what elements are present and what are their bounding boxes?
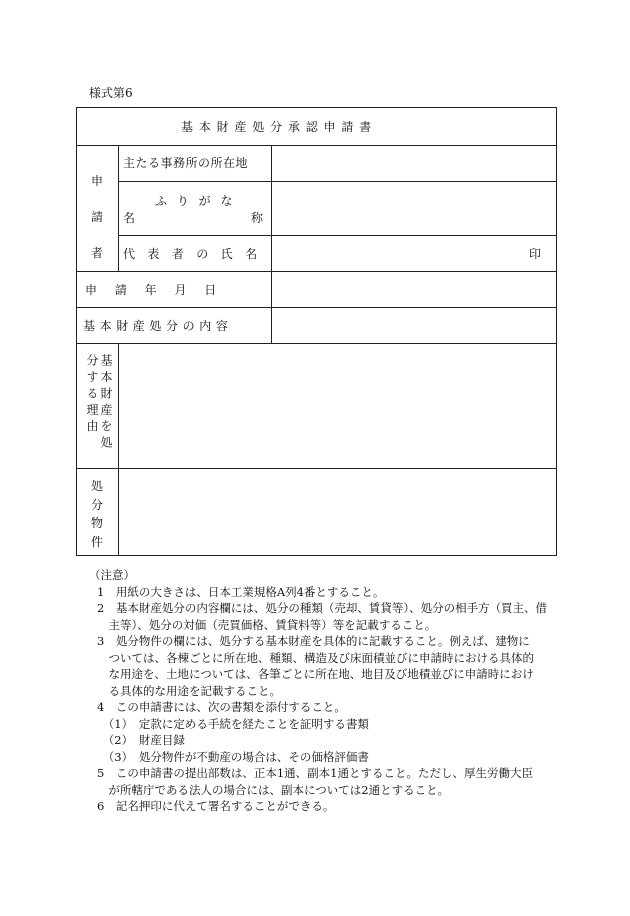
applicant-vertical-label (89, 174, 105, 260)
disposal-reason-label (85, 354, 113, 460)
note-line: る具体的な用途を記載すること。 (97, 683, 281, 698)
disposal-property-label (89, 479, 105, 549)
note-line: 主等）、処分の対価（売買価格、賃貸料等）等を記載すること。 (97, 617, 437, 632)
name-label-right: 称 (250, 211, 263, 225)
application-form-table (76, 107, 557, 556)
note-line: （1） 定款に定める手続を経たことを証明する書類 (97, 716, 369, 731)
note-line: 4 この申請書には、次の書類を添付すること。 (97, 700, 346, 714)
form-number: 様式第6 (89, 86, 133, 100)
disposal-content-label: 基本財産処分の内容 (83, 319, 233, 333)
disposal-property-char-3: 物 (90, 516, 103, 531)
rule-applicant-col (118, 145, 119, 271)
disposal-property-char-2: 分 (90, 497, 103, 512)
note-line: 6 記名押印に代えて署名することができる。 (97, 799, 335, 813)
disposal-property-char-1: 処 (90, 479, 103, 493)
applicant-char-1: 申 (90, 174, 103, 188)
representative-label: 代 表 者 の 氏 名 (123, 247, 262, 261)
furigana-label: ふ り が な (155, 194, 236, 208)
note-line: 1 用紙の大きさは、日本工業規格A列4番とすること。 (97, 584, 385, 599)
representative-field[interactable] (273, 236, 555, 271)
applicant-char-3: 者 (90, 246, 103, 260)
disposal-property-char-4: 件 (90, 534, 103, 549)
disposal-reason-col-2: 分する理由 (85, 354, 99, 436)
note-line: な用途を、土地については、各筆ごとに所在地、地目及び地積並びに申請時におけ (97, 667, 534, 681)
notes-section (89, 567, 559, 815)
disposal-reason-field[interactable] (120, 344, 555, 468)
disposal-property-field[interactable] (120, 469, 555, 555)
notes-heading: （注意） (89, 568, 135, 582)
name-label-left: 名 (123, 211, 136, 225)
note-line: ついては、各棟ごとに所在地、種類、構造及び床面積並びに申請時における具体的 (97, 650, 534, 665)
disposal-reason-col-1: 基本財産を処 (99, 354, 113, 453)
office-address-field[interactable] (273, 146, 555, 181)
rule-lower-col (118, 343, 119, 555)
form-title (181, 120, 453, 134)
note-line: 5 この申請書の提出部数は、正本1通、副本1通とすること。ただし、厚生労働大臣 (97, 766, 533, 780)
application-date-label: 申 請 年 月 日 (85, 283, 217, 297)
applicant-char-2: 請 (90, 210, 103, 224)
seal-mark: 印 (529, 247, 542, 261)
rule-label-col (271, 145, 272, 343)
application-date-field[interactable] (273, 272, 555, 307)
note-line: （3） 処分物件が不動産の場合は、その価格評価書 (97, 749, 369, 764)
name-field[interactable] (273, 182, 555, 235)
note-line: （2） 財産目録 (97, 733, 185, 747)
office-address-label: 主たる事務所の所在地 (123, 156, 249, 170)
name-label (123, 211, 263, 225)
note-line: が所轄庁である法人の場合には、副本については2通とすること。 (97, 782, 450, 797)
note-line: 2 基本財産処分の内容欄には、処分の種類（売却、賃貸等）、処分の相手方（買主、借 (97, 601, 548, 615)
disposal-content-field[interactable] (273, 308, 555, 343)
note-line: 3 処分物件の欄には、処分する基本財産を具体的に記載すること。例えば、建物に (97, 634, 530, 648)
form-title-text: 基 本 財 産 処 分 承 認 申 請 書 (181, 120, 373, 134)
